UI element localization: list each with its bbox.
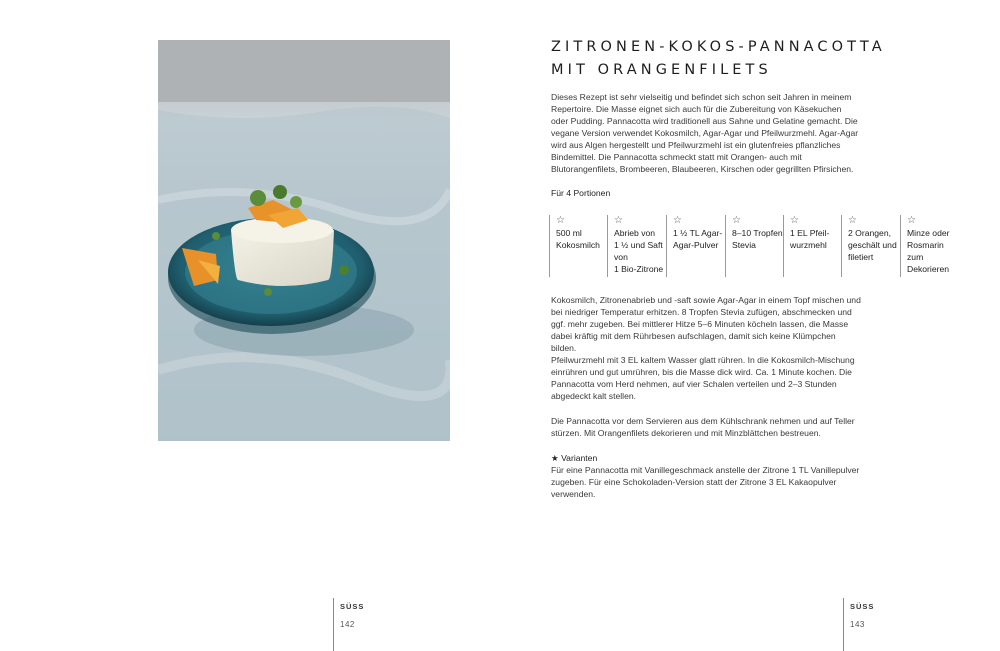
ingredient-item — [900, 215, 959, 277]
ingredient-item — [783, 215, 841, 277]
star-icon: ☆ — [790, 215, 799, 226]
recipe-photo — [158, 40, 450, 441]
star-icon: ☆ — [732, 215, 741, 226]
footer-left — [333, 598, 364, 651]
intro-paragraph: Dieses Rezept ist sehr vielseitig und befindet sich schon seit Jahren in meinem Repertoire. Die Masse eignet sich auch für die Zubereitung von Käsekuchen oder Pudding. Pannacotta wird traditionell aus Sahne und Gelatine gemacht. Die vegane Version verwendet Kokosmilch, Agar-Agar und Pfeilwurzmehl. Agar-Agar wird aus Algen hergestellt und Pfeilwurzmehl ist ein glutenfreies pflanzliches Bindemittel. Die Pannacotta schmeckt statt mit Orangen- auch mit Blutorangenfilets, Brombeeren, Blaubeeren, Kirschen oder gegrillten Pfirsichen. — [551, 92, 859, 174]
ingredient-label: Minze oder Rosmarin zum Dekorieren — [907, 228, 950, 274]
ingredient-label: 1 EL Pfeil- wurzmehl — [790, 228, 830, 250]
page-number: 142 — [340, 620, 355, 629]
star-icon: ☆ — [673, 215, 682, 226]
ingredient-item — [549, 215, 607, 277]
star-icon: ☆ — [907, 215, 916, 226]
title-line-2: MIT ORANGENFILETS — [551, 62, 772, 78]
ingredient-label: 500 ml Kokosmilch — [556, 228, 600, 250]
variants-heading: ★ Varianten — [551, 453, 598, 463]
ingredient-item — [841, 215, 900, 277]
step-paragraph: Die Pannacotta vor dem Servieren aus dem Kühlschrank nehmen und auf Teller stürzen. Mit Orangenfilets dekorieren und mit Minzblättchen bestreuen. — [551, 416, 855, 438]
ingredient-label: 8–10 Tropfen Stevia — [732, 228, 783, 250]
ingredient-label: 1 ½ TL Agar- Agar-Pulver — [673, 228, 723, 250]
ingredient-item — [607, 215, 666, 277]
section-label: SÜSS — [850, 602, 875, 611]
ingredient-label: 2 Orangen, geschält und filetiert — [848, 228, 897, 262]
star-icon: ☆ — [614, 215, 623, 226]
page-number: 143 — [850, 620, 865, 629]
ingredient-item — [725, 215, 783, 277]
star-icon: ☆ — [556, 215, 565, 226]
section-label: SÜSS — [340, 602, 365, 611]
step-paragraph: Kokosmilch, Zitronenabrieb und -saft sowie Agar-Agar in einem Topf mischen und bei niedriger Temperatur erhitzen. 8 Tropfen Stevia zufügen, abschmecken und ggf. mehr zugeben. Bei mittlerer Hitze 5–6 Minuten köcheln lassen, die Masse dabei kräftig mit dem Rührbesen aufschlagen, damit sich keine Klümpchen bilden. — [551, 295, 861, 353]
footer-right — [843, 598, 874, 651]
title-line-1: ZITRONEN-KOKOS-PANNACOTTA — [551, 39, 886, 55]
ingredient-list — [549, 215, 959, 277]
pannacotta-image — [158, 40, 450, 441]
ingredient-label: Abrieb von 1 ½ und Saft von 1 Bio-Zitrone — [614, 228, 664, 274]
star-icon: ☆ — [848, 215, 857, 226]
ingredient-item — [666, 215, 725, 277]
recipe-title — [551, 36, 886, 82]
step-paragraph: Pfeilwurzmehl mit 3 EL kaltem Wasser glatt rühren. In die Kokosmilch-Mischung einrühren und gut umrühren, bis die Masse dick wird. Ca. 1 Minute kochen. Die Pannacotta vom Herd nehmen, auf vier Schalen verteilen und 2–3 Stunden abgedeckt kalt stellen. — [551, 355, 855, 401]
servings-label: Für 4 Portionen — [551, 188, 611, 198]
variants-paragraph: Für eine Pannacotta mit Vanillegeschmack anstelle der Zitrone 1 TL Vanillepulver zugeben. Für eine Schokoladen-Version statt der Zitrone 3 EL Kakaopulver verwenden. — [551, 465, 860, 499]
